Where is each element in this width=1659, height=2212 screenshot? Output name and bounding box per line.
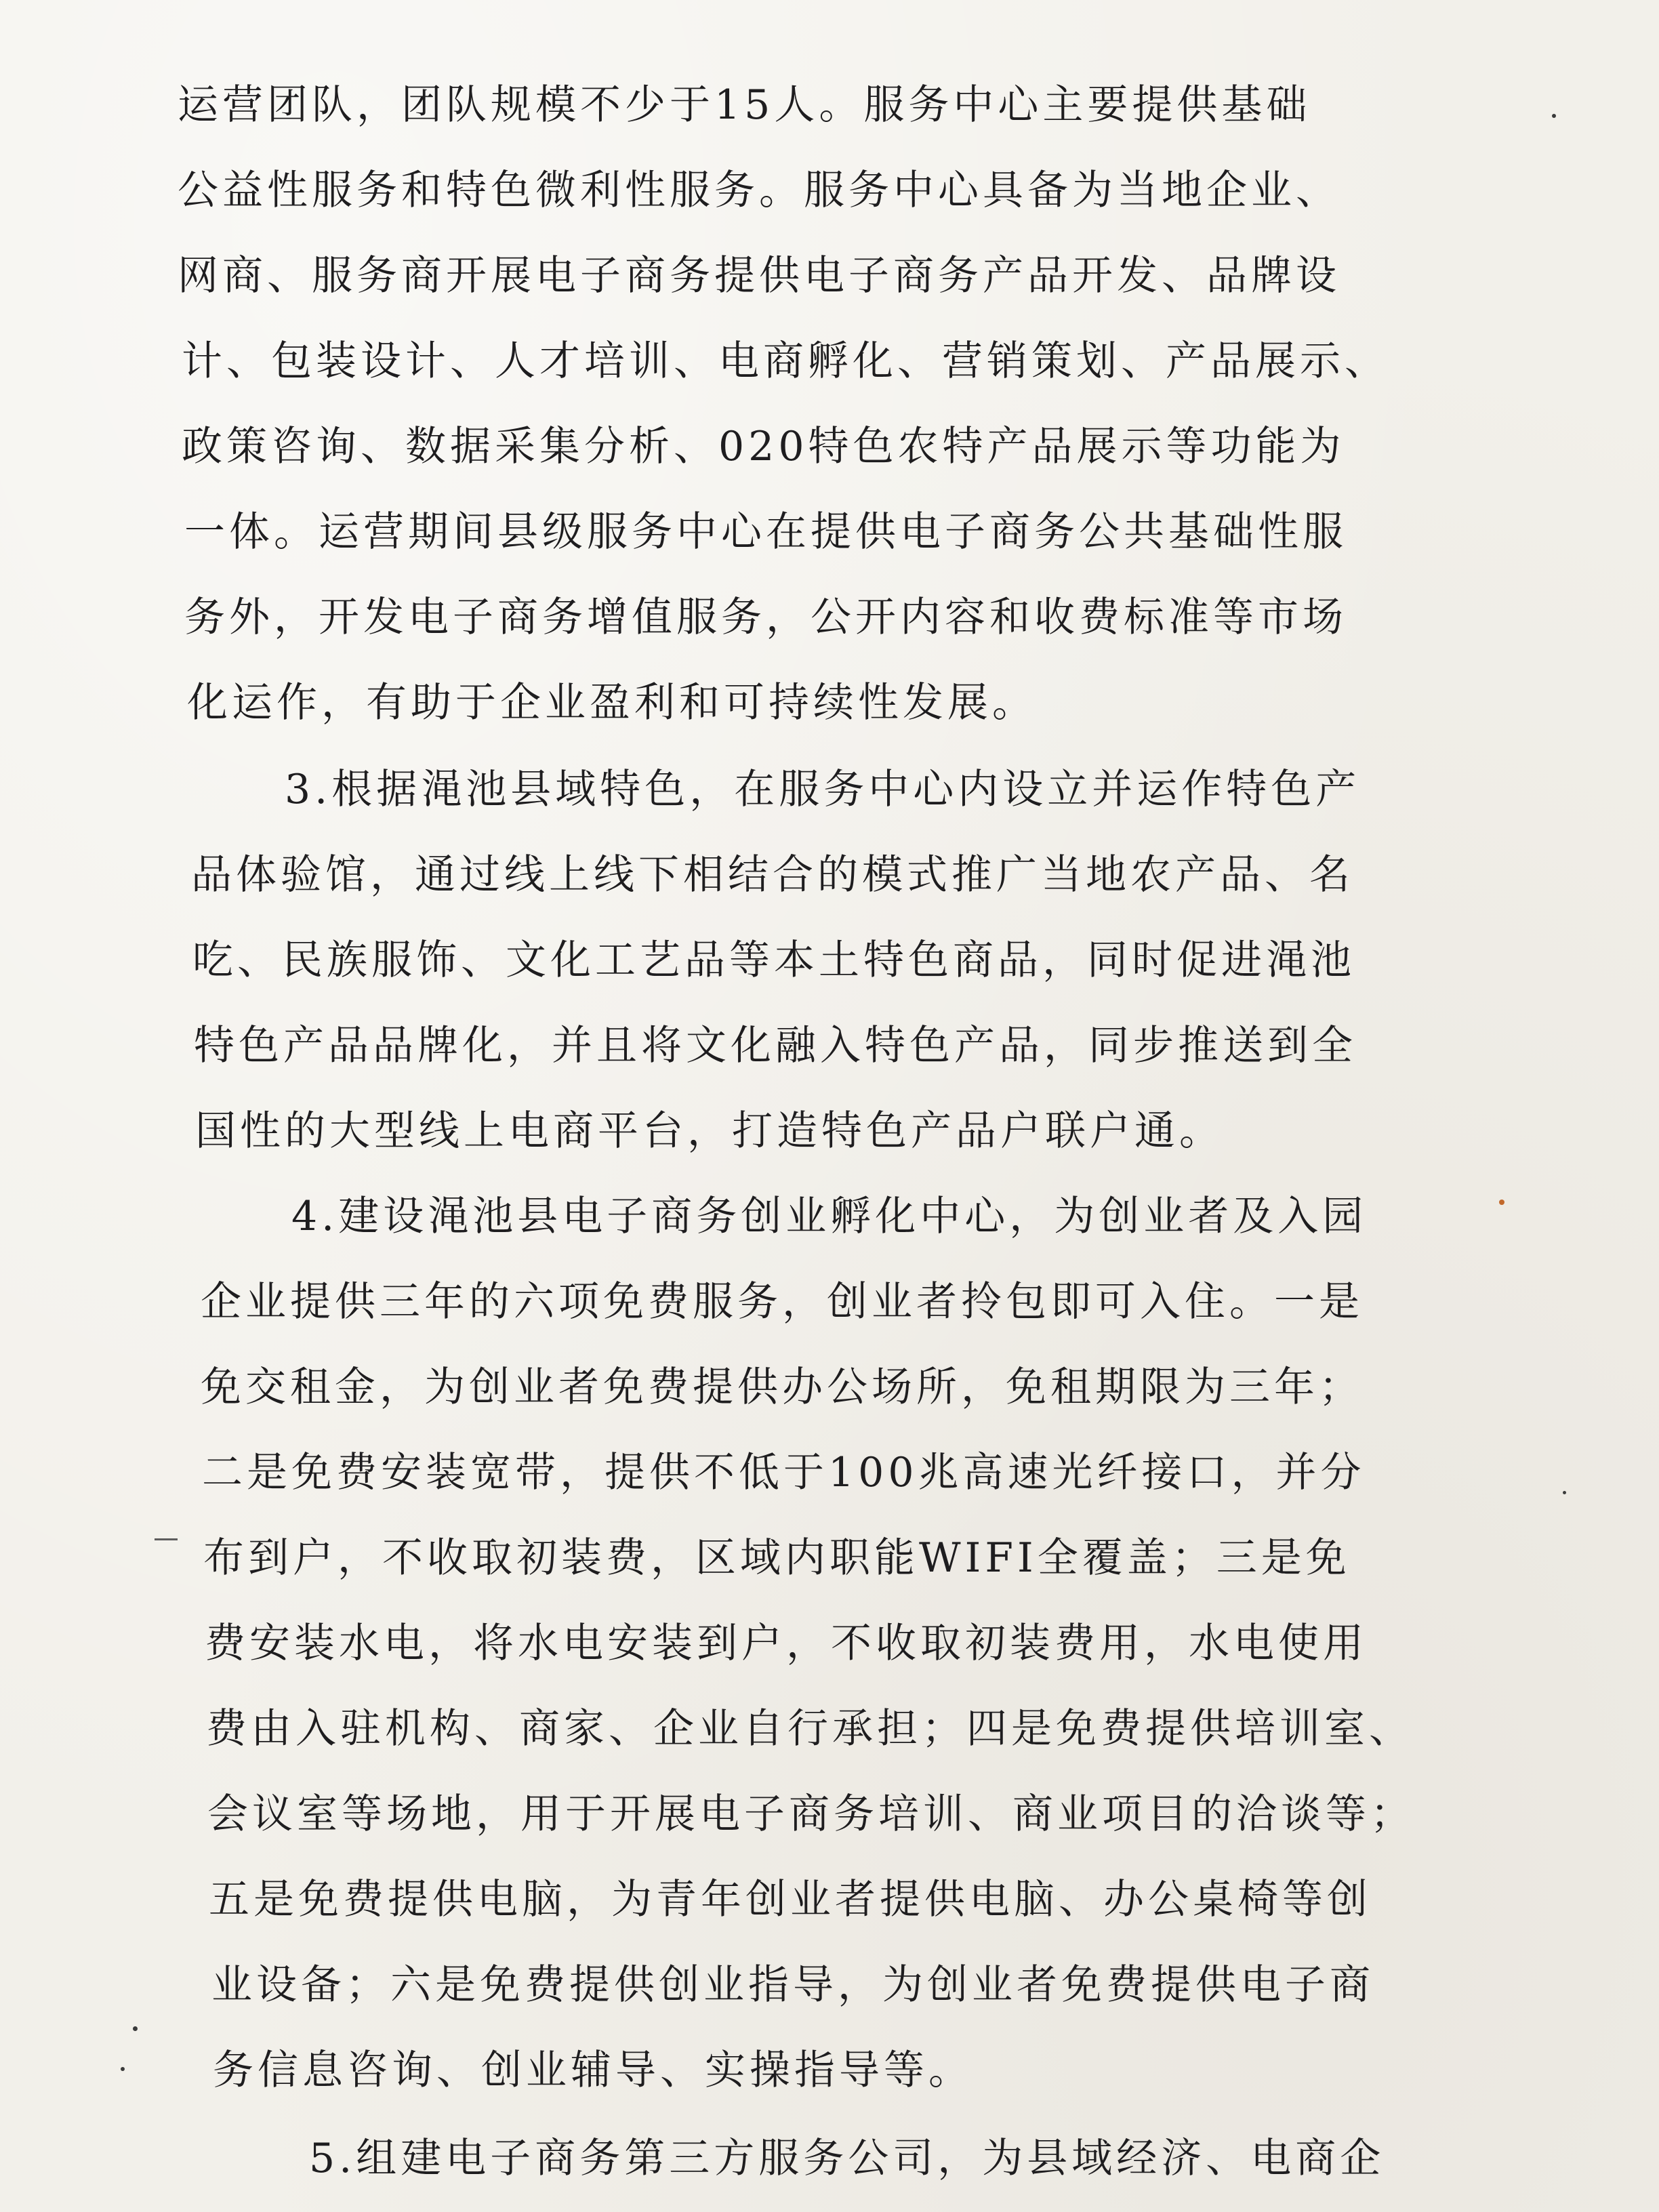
scan-speck <box>1552 114 1556 118</box>
text-line: 五是免费提供电脑，为青年创业者提供电脑、办公桌椅等创 <box>209 1876 1372 1923</box>
text-line: 会议室等场地，用于开展电子商务培训、商业项目的洽谈等； <box>207 1790 1415 1838</box>
text-line: 一体。运营期间县级服务中心在提供电子商务公共基础性服 <box>184 508 1347 556</box>
text-line: 费安装水电，将水电安装到户，不收取初装费用，水电使用 <box>205 1620 1368 1667</box>
text-line: 国性的大型线上电商平台，打造特色产品户联户通。 <box>195 1107 1224 1155</box>
text-line: 网商、服务商开展电子商务提供电子商务产品开发、品牌设 <box>178 252 1340 300</box>
scan-speck <box>133 2026 138 2031</box>
text-line: 企业提供三年的六项免费服务，创业者拎包即可入住。一是 <box>201 1278 1364 1326</box>
text-line: 公益性服务和特色微利性服务。服务中心具备为当地企业、 <box>178 167 1340 214</box>
text-line: 免交租金，为创业者免费提供办公场所，免租期限为三年； <box>201 1364 1364 1411</box>
text-line: 务外，开发电子商务增值服务，公开内容和收费标准等市场 <box>184 594 1347 641</box>
paragraph-4-first-line: 4.建设渑池县电子商务创业孵化中心，为创业者及入园 <box>291 1193 1368 1240</box>
text-line: 吃、民族服饰、文化工艺品等本土特色商品，同时促进渑池 <box>192 937 1355 984</box>
text-line: 运营团队，团队规模不少于15人。服务中心主要提供基础 <box>178 81 1311 129</box>
scan-speck <box>1499 1200 1504 1205</box>
text-line: 布到户，不收取初装费，区域内职能WIFI全覆盖；三是免 <box>203 1534 1351 1582</box>
text-line: 费由入驻机构、商家、企业自行承担；四是免费提供培训室、 <box>206 1705 1414 1753</box>
scan-speck <box>1563 1491 1566 1494</box>
text-line: 特色产品品牌化，并且将文化融入特色产品，同步推送到全 <box>194 1022 1357 1069</box>
paragraph-3-first-line: 3.根据渑池县域特色，在服务中心内设立并运作特色产 <box>285 766 1361 813</box>
text-line: 品体验馆，通过线上线下相结合的模式推广当地农产品、名 <box>191 851 1354 899</box>
paragraph-5-first-line: 5.组建电子商务第三方服务公司，为县域经济、电商企 <box>309 2135 1385 2182</box>
text-line: 政策咨询、数据采集分析、020特色农特产品展示等功能为 <box>182 423 1345 470</box>
margin-mark <box>155 1538 178 1540</box>
text-line: 计、包装设计、人才培训、电商孵化、营销策划、产品展示、 <box>182 337 1389 385</box>
scan-speck <box>121 2067 125 2071</box>
text-line: 二是免费安装宽带，提供不低于100兆高速光纤接口，并分 <box>202 1449 1366 1496</box>
text-line: 化运作，有助于企业盈利和可持续性发展。 <box>187 679 1037 726</box>
text-line: 业设备；六是免费提供创业指导，为创业者免费提供电子商 <box>211 1961 1374 2009</box>
text-line: 务信息咨询、创业辅导、实操指导等。 <box>213 2047 973 2094</box>
